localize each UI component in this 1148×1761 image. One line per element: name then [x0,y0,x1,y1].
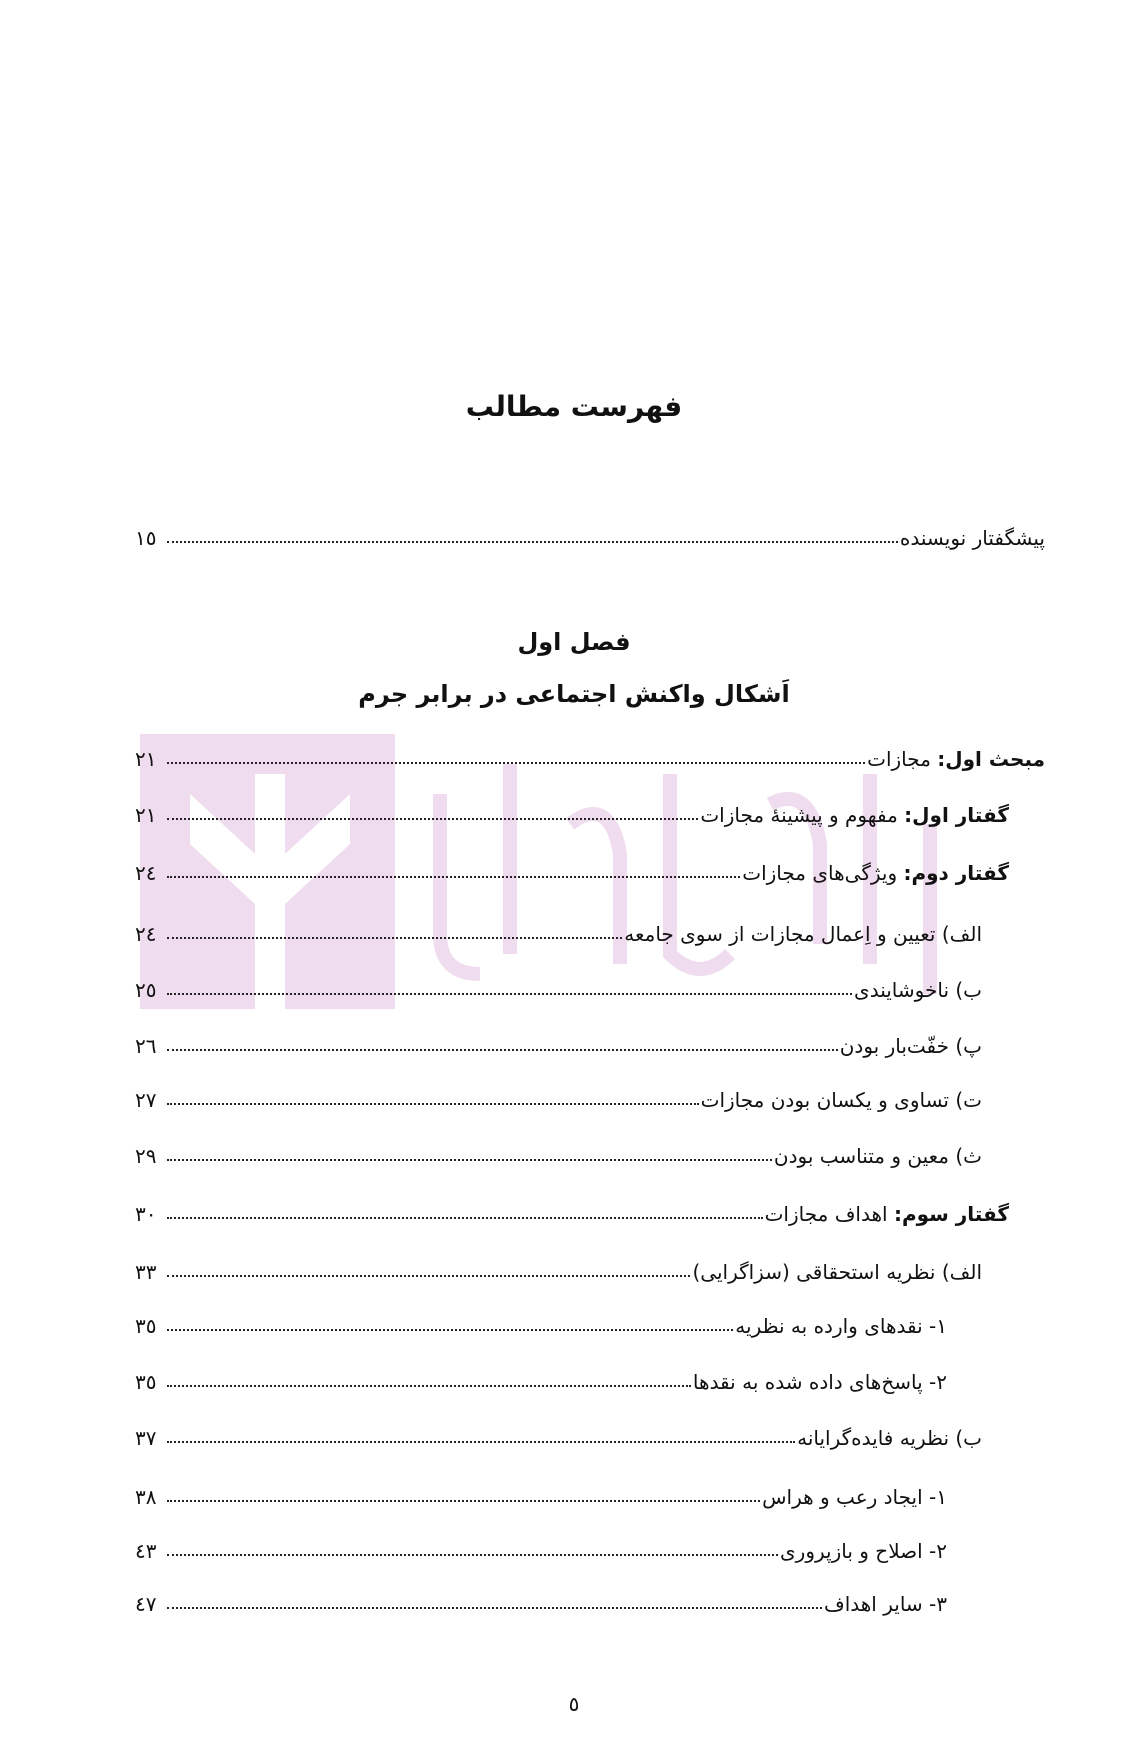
toc-label [763,1202,1009,1226]
toc-page: ٢٩ [135,1144,157,1168]
dot-leader [167,937,622,939]
dot-leader [167,1049,838,1051]
dot-leader [167,1275,690,1277]
dot-leader [167,818,698,820]
toc-entry [135,1469,947,1509]
toc-label-text: ت) تساوی و یکسان بودن مجازات [700,1088,982,1112]
dot-leader [167,541,898,543]
chapter-title: اَشکال واکنش اجتماعی در برابر جرم [358,680,790,708]
toc-page: ٣٠ [135,1202,157,1226]
toc-label-text: ویژگی‌های مجازات [742,861,904,885]
toc-label-text: ث) معین و متناسب بودن [773,1144,982,1168]
toc-page: ٣٥ [135,1314,157,1338]
toc-label-text: پ) خفّت‌بار بودن [839,1034,982,1058]
toc-label [852,978,982,1002]
toc-label [822,1592,947,1616]
toc-label-text: الف) نظریه استحقاقی (سزاگرایی) [692,1260,982,1284]
toc-label [622,922,982,946]
toc-page: ٤٧ [135,1592,157,1616]
toc-label [733,1314,947,1338]
toc-label [699,1088,982,1112]
page-title: فهرست مطالب [465,390,683,423]
dot-leader [167,1217,763,1219]
dot-leader [167,876,740,878]
toc-entry [135,906,982,946]
toc-label [690,1260,982,1284]
toc-entry [135,1354,947,1394]
toc-label-text: مجازات [867,747,938,771]
toc-label [778,1539,947,1563]
toc-entry [135,731,1045,771]
toc-entry [135,1523,947,1563]
toc-entry [135,1244,982,1284]
dot-leader [167,1159,772,1161]
toc-label [760,1485,947,1509]
toc-page: ٢١ [135,803,157,827]
toc-label-heading: گفتار دوم: [903,861,1009,885]
toc-page: ٢٦ [135,1034,157,1058]
dot-leader [167,1103,699,1105]
toc-entry-preface [135,510,1045,550]
toc-label-heading: گفتار اول: [904,803,1009,827]
toc-label [698,803,1009,827]
toc-page: ١٥ [135,526,157,550]
toc-label [838,1034,982,1058]
toc-page: ٣٣ [135,1260,157,1284]
toc-page: ٢٥ [135,978,157,1002]
toc-label-text: ب) ناخوشایندی [854,978,982,1002]
toc-label-text: مفهوم و پیشینهٔ مجازات [700,803,905,827]
toc-entry [135,1576,947,1616]
toc-entry [135,787,1009,827]
toc-label-heading: مبحث اول: [937,747,1045,771]
toc-label-text: ٢- اصلاح و بازپروری [780,1539,947,1563]
dot-leader [167,1500,760,1502]
toc-label-text: اهداف مجازات [764,1202,894,1226]
toc-entry [135,1298,947,1338]
dot-leader [167,1329,733,1331]
toc-label [691,1370,947,1394]
toc-page: ٢٤ [135,861,157,885]
toc-label-text: ١- ایجاد رعب و هراس [762,1485,947,1509]
toc-page: ٣٨ [135,1485,157,1509]
dot-leader [167,993,852,995]
toc-label-text: ١- نقدهای وارده به نظریه [735,1314,947,1338]
dot-leader [167,1554,778,1556]
toc-label-text: ب) نظریه فایده‌گرایانه [797,1426,982,1450]
toc-label-text: ٣- سایر اهداف [823,1592,947,1616]
toc-entry [135,1072,982,1112]
toc-page: ٢٧ [135,1088,157,1112]
toc-label: پیشگفتار نویسنده [899,526,1045,550]
toc-entry [135,1018,982,1058]
toc-label-heading: گفتار سوم: [893,1202,1009,1226]
toc-entry [135,962,982,1002]
toc-label [772,1144,982,1168]
toc-label-text: الف) تعیین و اِعمال مجازات از سوی جامعه [624,922,982,946]
toc-label-text: ٢- پاسخ‌های داده شده به نقدها [692,1370,947,1394]
toc-page: ٣٧ [135,1426,157,1450]
toc-label [795,1426,982,1450]
dot-leader [167,762,865,764]
dot-leader [167,1441,795,1443]
toc-page: ٢١ [135,747,157,771]
toc-page: ٤٣ [135,1539,157,1563]
dot-leader [167,1385,691,1387]
chapter-number: فصل اول [517,628,631,656]
toc-label [740,861,1009,885]
toc-entry [135,1186,1009,1226]
page-number: ٥ [568,1692,580,1716]
toc-entry [135,1128,982,1168]
toc-entry [135,845,1009,885]
toc-page: ٢٤ [135,922,157,946]
toc-entry [135,1410,982,1450]
toc-page: ٣٥ [135,1370,157,1394]
dot-leader [167,1607,822,1609]
toc-label [865,747,1045,771]
